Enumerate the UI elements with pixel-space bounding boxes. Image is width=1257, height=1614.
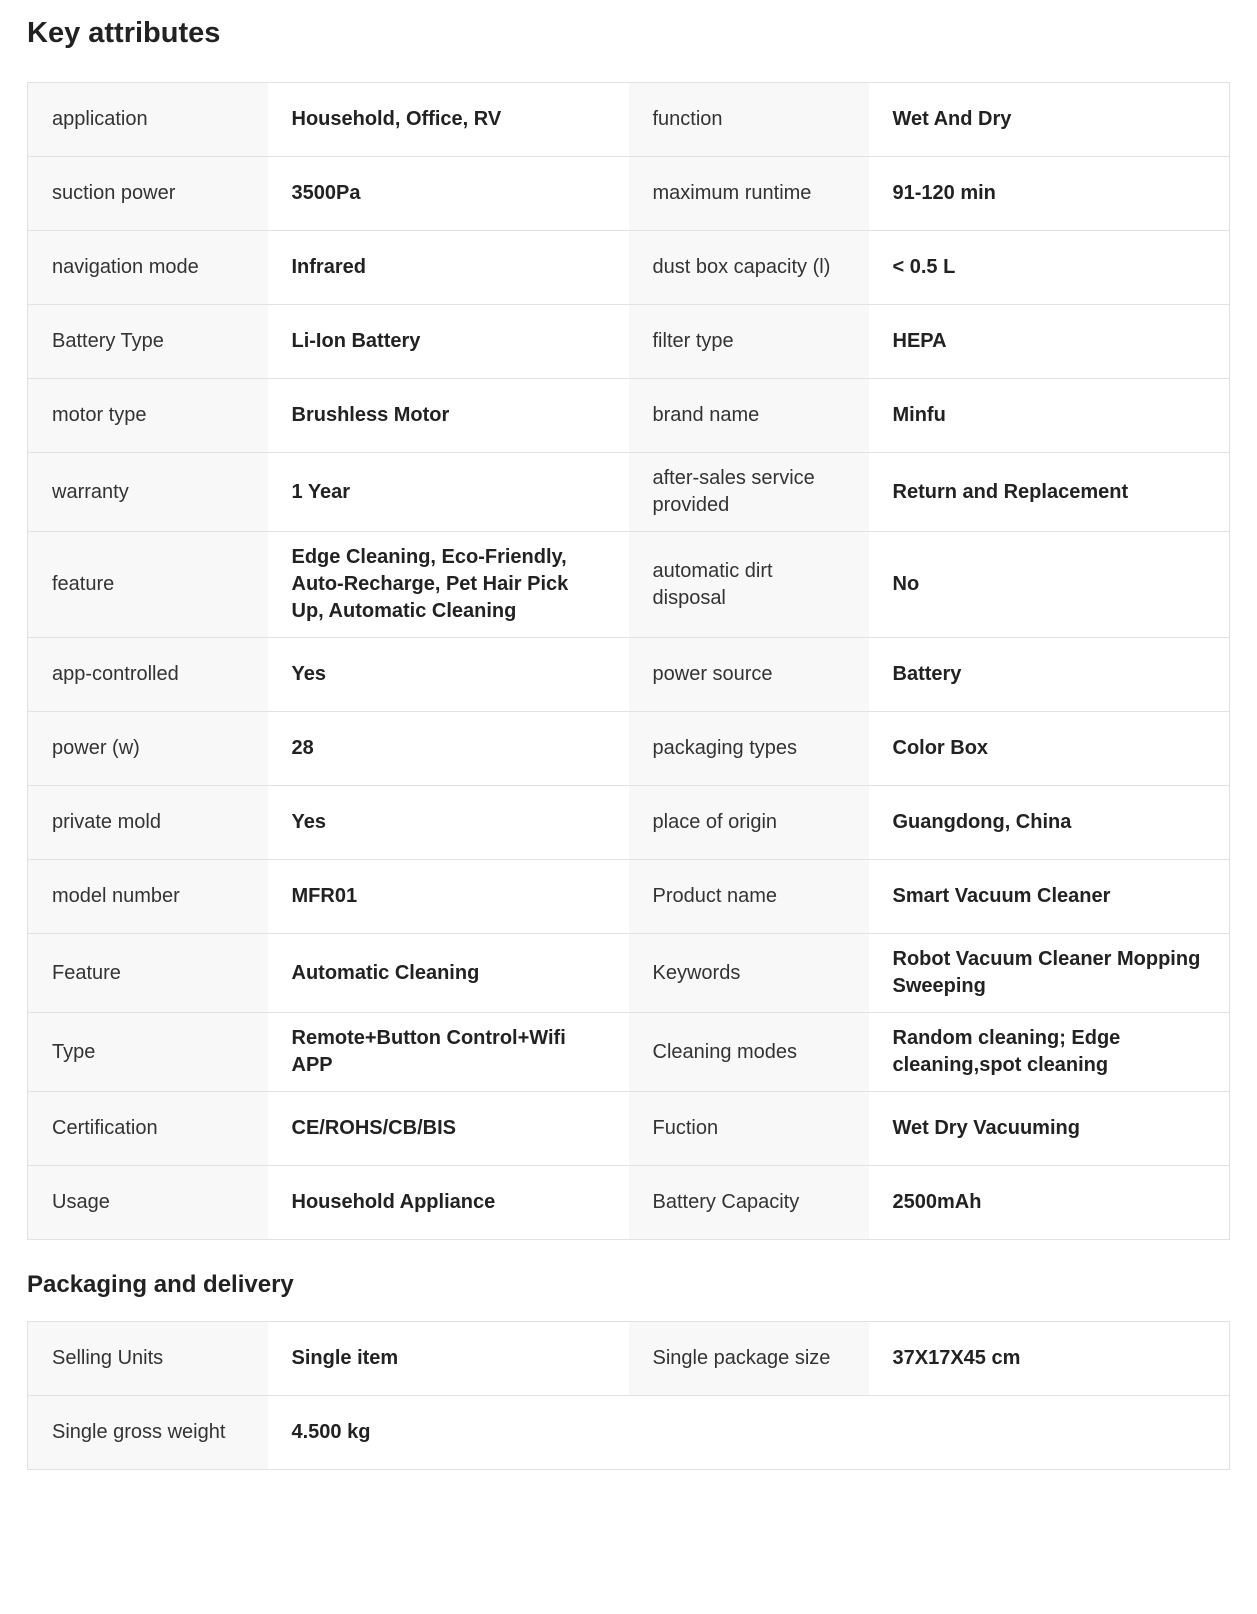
attribute-value: Battery [869,638,1230,712]
attribute-name: Single gross weight [28,1396,268,1470]
attribute-value: Guangdong, China [869,786,1230,860]
attribute-value: Yes [268,786,629,860]
attribute-name: feature [28,532,268,638]
attribute-name: Type [28,1013,268,1092]
attribute-name: Selling Units [28,1322,268,1396]
attribute-name: automatic dirt disposal [629,532,869,638]
attribute-value: 2500mAh [869,1166,1230,1240]
attribute-value: Minfu [869,379,1230,453]
key-attributes-body [28,83,1230,1240]
key-attributes-heading: Key attributes [27,17,221,49]
attribute-name: motor type [28,379,268,453]
attribute-name: Battery Capacity [629,1166,869,1240]
attribute-name: place of origin [629,786,869,860]
attribute-name: private mold [28,786,268,860]
attribute-name: power source [629,638,869,712]
attribute-row [28,305,1230,379]
attribute-value: Household Appliance [268,1166,629,1240]
attribute-value: Household, Office, RV [268,83,629,157]
attribute-row [28,532,1230,638]
attribute-row [28,1396,1230,1470]
attribute-name: model number [28,860,268,934]
attribute-name: Feature [28,934,268,1013]
attribute-row [28,1166,1230,1240]
attribute-value: Single item [268,1322,629,1396]
attribute-row [28,712,1230,786]
attribute-value: Edge Cleaning, Eco-Friendly, Auto-Recharge, Pet Hair Pick Up, Automatic Cleaning [268,532,629,638]
packaging-table [27,1321,1230,1470]
attribute-name: filter type [629,305,869,379]
attribute-row [28,934,1230,1013]
attribute-name: dust box capacity (l) [629,231,869,305]
attribute-value: CE/ROHS/CB/BIS [268,1092,629,1166]
empty-cell [869,1396,1230,1470]
attribute-name: packaging types [629,712,869,786]
attribute-name: application [28,83,268,157]
attribute-value: 3500Pa [268,157,629,231]
attribute-value: Smart Vacuum Cleaner [869,860,1230,934]
attribute-row [28,83,1230,157]
attribute-value: 1 Year [268,453,629,532]
attribute-row [28,379,1230,453]
attribute-row [28,786,1230,860]
attribute-name: maximum runtime [629,157,869,231]
packaging-heading: Packaging and delivery [27,1271,294,1298]
attribute-row [28,1322,1230,1396]
attribute-value: Random cleaning; Edge cleaning,spot cleaning [869,1013,1230,1092]
attribute-value: Remote+Button Control+Wifi APP [268,1013,629,1092]
attribute-row [28,860,1230,934]
attribute-row [28,453,1230,532]
attribute-value: HEPA [869,305,1230,379]
attribute-value: 37X17X45 cm [869,1322,1230,1396]
attribute-row [28,231,1230,305]
attribute-value: Automatic Cleaning [268,934,629,1013]
attribute-name: Cleaning modes [629,1013,869,1092]
attribute-value: Yes [268,638,629,712]
attribute-value: MFR01 [268,860,629,934]
attribute-name: app-controlled [28,638,268,712]
attribute-name: Fuction [629,1092,869,1166]
attribute-name: Certification [28,1092,268,1166]
attribute-name: navigation mode [28,231,268,305]
attribute-name: warranty [28,453,268,532]
key-attributes-table [27,82,1230,1240]
attribute-row [28,1013,1230,1092]
attribute-value: No [869,532,1230,638]
attribute-value: Color Box [869,712,1230,786]
attribute-name: power (w) [28,712,268,786]
packaging-body [28,1322,1230,1470]
attribute-name: brand name [629,379,869,453]
attribute-value: Li-Ion Battery [268,305,629,379]
attribute-value: Brushless Motor [268,379,629,453]
attribute-name: Single package size [629,1322,869,1396]
attribute-value: Robot Vacuum Cleaner Mopping Sweeping [869,934,1230,1013]
attribute-name: suction power [28,157,268,231]
attribute-name: Product name [629,860,869,934]
attribute-value: Wet And Dry [869,83,1230,157]
attribute-name: Keywords [629,934,869,1013]
attribute-value: Wet Dry Vacuuming [869,1092,1230,1166]
attribute-name: function [629,83,869,157]
attribute-name: Battery Type [28,305,268,379]
attribute-value: 91-120 min [869,157,1230,231]
attribute-value: 28 [268,712,629,786]
attribute-row [28,1092,1230,1166]
attribute-name: Usage [28,1166,268,1240]
attribute-value: < 0.5 L [869,231,1230,305]
attribute-name: after-sales service provided [629,453,869,532]
attribute-value: 4.500 kg [268,1396,629,1470]
empty-cell [629,1396,869,1470]
attribute-row [28,157,1230,231]
attribute-value: Return and Replacement [869,453,1230,532]
attribute-value: Infrared [268,231,629,305]
attribute-row [28,638,1230,712]
